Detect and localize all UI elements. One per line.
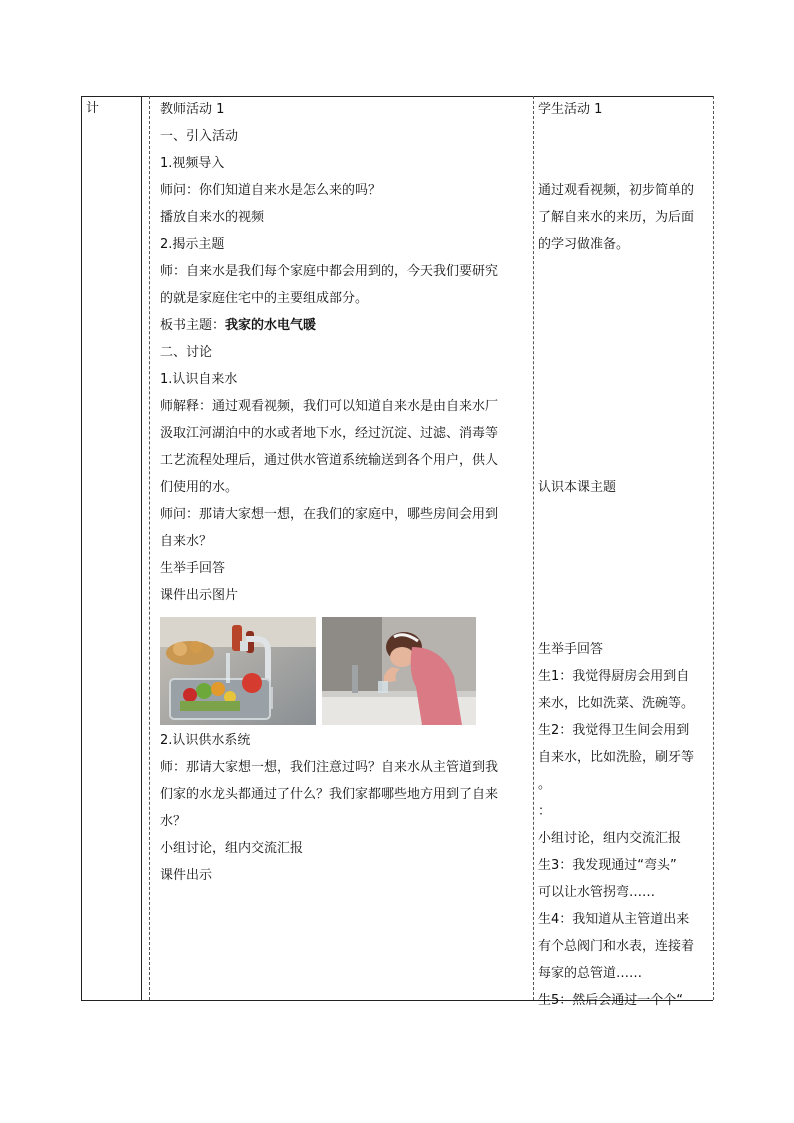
- table-left-border: [81, 96, 82, 1000]
- teacher-line: 生举手回答: [160, 561, 226, 576]
- student-line: [538, 150, 710, 177]
- label-column-divider: [141, 96, 142, 1000]
- teacher-line: 1.认识自来水: [160, 372, 238, 387]
- washing-face-photo: [322, 617, 476, 725]
- board-prefix: 板书主题：: [160, 318, 226, 333]
- student-line: 自来水，比如洗脸，刷牙等: [538, 750, 695, 765]
- teacher-line: 小组讨论，组内交流汇报: [160, 841, 304, 856]
- teacher-line: 师：自来水是我们每个家庭中都会用到的，今天我们要研究: [160, 264, 499, 279]
- teacher-line: 们使用的水。: [160, 480, 239, 495]
- student-line: 了解自来水的来历，为后面: [538, 210, 695, 225]
- student-line: [538, 582, 710, 609]
- student-line: ：: [538, 804, 552, 819]
- student-line: 有个总阀门和水表，连接着: [538, 939, 695, 954]
- teacher-line: 师解释：通过观看视频，我们可以知道自来水是由自来水厂: [160, 399, 499, 414]
- student-line: 可以让水管拐弯……: [538, 885, 656, 900]
- courseware-images: [160, 609, 530, 727]
- teacher-line: 2.揭示主题: [160, 237, 225, 252]
- student-line: 生5：然后会通过一个个“: [538, 993, 684, 1008]
- table-right-dash: [713, 96, 714, 1000]
- board-title-line: [160, 312, 530, 339]
- teacher-line: 播放自来水的视频: [160, 210, 265, 225]
- teacher-line: 课件出示图片: [160, 588, 239, 603]
- student-lines: [538, 123, 710, 1014]
- student-line: [538, 285, 710, 312]
- student-line: 生4：我知道从主管道出来: [538, 912, 690, 927]
- teacher-line: 师问：那请大家想一想，在我们的家庭中，哪些房间会用到: [160, 507, 499, 522]
- student-heading: 学生活动 1: [538, 102, 603, 117]
- student-line: 的学习做准备。: [538, 237, 630, 252]
- column-divider-dash: [533, 96, 534, 1000]
- student-line: 。: [538, 777, 552, 792]
- kitchen-sink-photo: [160, 617, 316, 725]
- student-line: 生举手回答: [538, 642, 604, 657]
- student-line: [538, 258, 710, 285]
- teacher-activity-column: [160, 96, 530, 889]
- teacher-column-left-dash: [149, 96, 150, 1000]
- student-line: [538, 393, 710, 420]
- student-line: [538, 366, 710, 393]
- student-line: 来水，比如洗菜、洗碗等。: [538, 696, 695, 711]
- board-title: 我家的水电气暖: [225, 318, 317, 333]
- teacher-line: 汲取江河湖泊中的水或者地下水，经过沉淀、过滤、消毒等: [160, 426, 499, 441]
- student-line: [538, 555, 710, 582]
- student-line: [538, 339, 710, 366]
- student-line: 生1：我觉得厨房会用到自: [538, 669, 690, 684]
- teacher-heading: 教师活动 1: [160, 102, 225, 117]
- teacher-line: 工艺流程处理后，通过供水管道系统输送到各个用户，供人: [160, 453, 499, 468]
- teacher-line: 水？: [160, 814, 187, 829]
- student-line: [538, 312, 710, 339]
- teacher-line: 课件出示: [160, 868, 213, 883]
- student-line: [538, 447, 710, 474]
- teacher-line: 自来水？: [160, 534, 213, 549]
- student-line: 认识本课主题: [538, 480, 617, 495]
- row-label: 计: [86, 101, 100, 116]
- student-line: 生2：我觉得卫生间会用到: [538, 723, 690, 738]
- teacher-line: 师问：你们知道自来水是怎么来的吗？: [160, 183, 382, 198]
- teacher-line: 师：那请大家想一想，我们注意过吗？自来水从主管道到我: [160, 760, 499, 775]
- student-activity-column: [538, 96, 710, 1014]
- teacher-line: 二、讨论: [160, 345, 213, 360]
- teacher-line: 1.视频导入: [160, 156, 225, 171]
- student-line: 通过观看视频，初步简单的: [538, 183, 695, 198]
- student-line: [538, 420, 710, 447]
- student-line: [538, 501, 710, 528]
- student-line: 小组讨论，组内交流汇报: [538, 831, 682, 846]
- student-line: 每家的总管道……: [538, 966, 643, 981]
- student-line: [538, 123, 710, 150]
- teacher-line: 们家的水龙头都通过了什么？我们家都哪些地方用到了自来: [160, 787, 499, 802]
- teacher-line: 的就是家庭住宅中的主要组成部分。: [160, 291, 369, 306]
- student-line: [538, 528, 710, 555]
- teacher-line: 2.认识供水系统: [160, 733, 251, 748]
- teacher-line: 一、引入活动: [160, 129, 239, 144]
- student-line: 生3：我发现通过“弯头”: [538, 858, 677, 873]
- student-line: [538, 609, 710, 636]
